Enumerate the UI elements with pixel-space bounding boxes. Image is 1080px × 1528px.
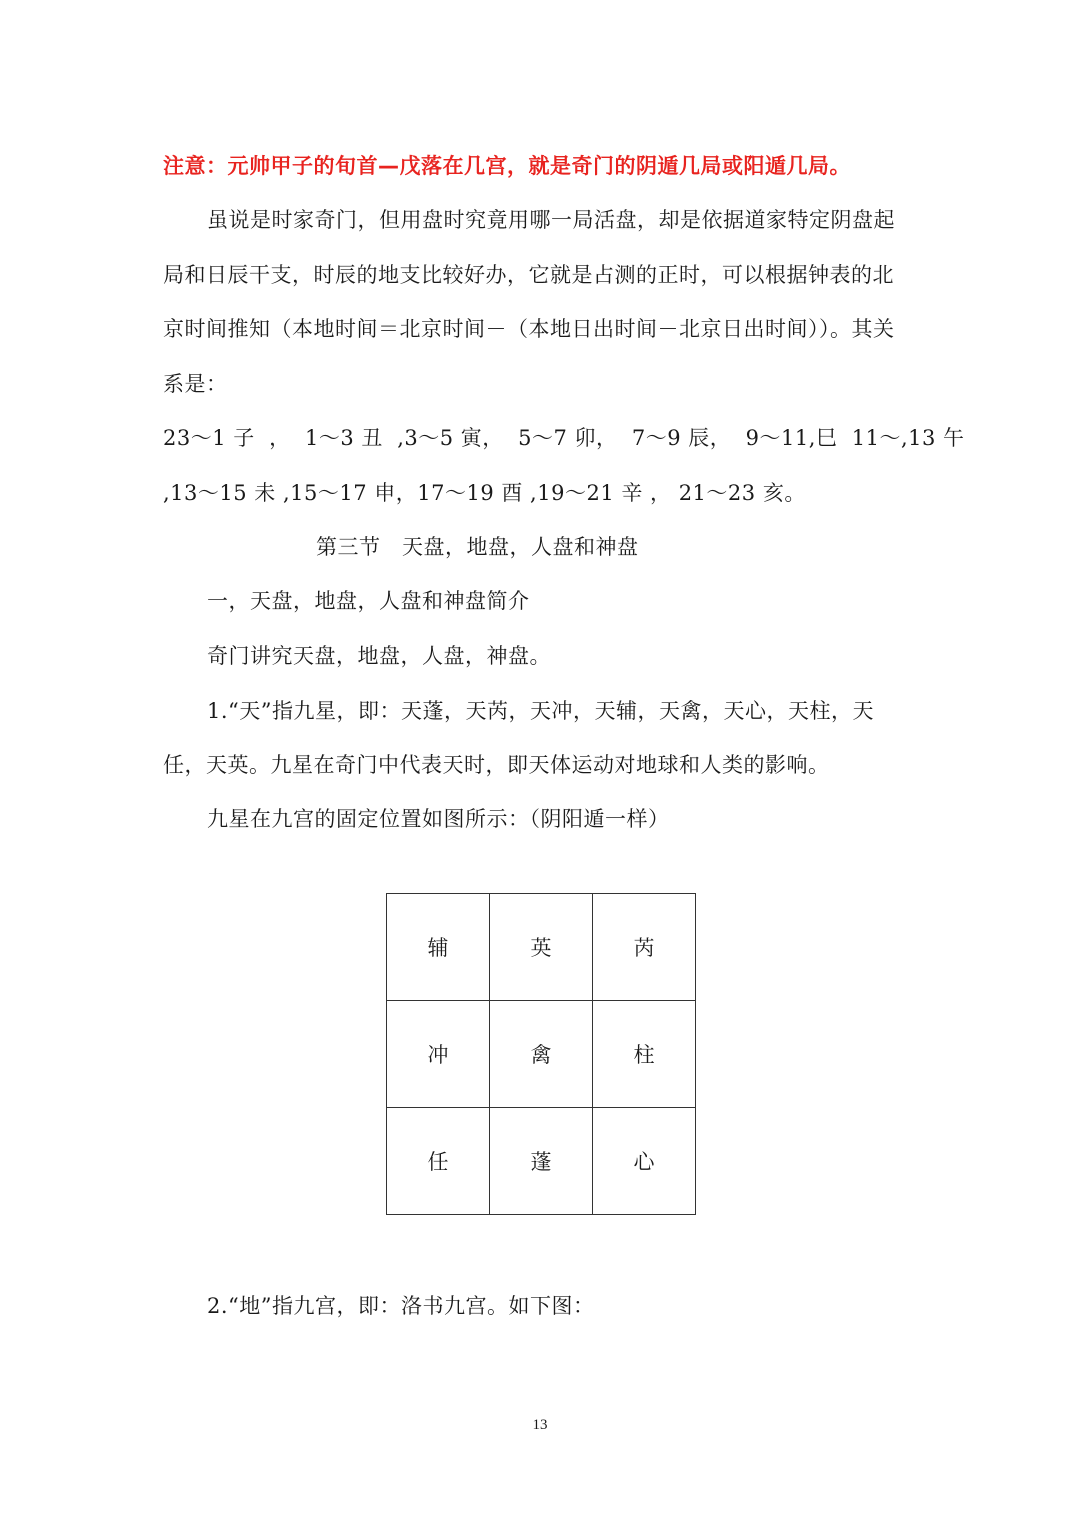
item-line: 任，天英。九星在奇门中代表天时，即天体运动对地球和人类的影响。 <box>163 753 830 777</box>
grid-cell: 辅 <box>387 894 490 1001</box>
grid-cell: 英 <box>490 894 593 1001</box>
grid-cell: 蓬 <box>490 1108 593 1215</box>
grid-row <box>387 894 696 1001</box>
grid-row <box>387 1001 696 1108</box>
grid-cell: 芮 <box>593 894 696 1001</box>
item-line: 1.“天”指九星，即：天蓬，天芮，天冲，天辅，天禽，天心，天柱，天 <box>207 699 875 723</box>
grid-row <box>387 1108 696 1215</box>
hours-line: ,13～15 未 ,15～17 申，17～19 酉 ,19～21 辛 ， 21～23 亥。 <box>163 481 806 505</box>
note-text: 注意：元帅甲子的旬首—戊落在几宫，就是奇门的阴遁几局或阳遁几局。 <box>163 154 851 178</box>
section-title: 第三节 天盘，地盘，人盘和神盘 <box>316 535 639 559</box>
paragraph-line: 局和日辰干支，时辰的地支比较好办，它就是占测的正时，可以根据钟表的北 <box>163 263 894 287</box>
intro-text: 奇门讲究天盘，地盘，人盘，神盘。 <box>207 644 551 668</box>
grid-cell: 柱 <box>593 1001 696 1108</box>
nine-star-grid <box>386 893 696 1215</box>
grid-cell: 禽 <box>490 1001 593 1108</box>
grid-cell: 任 <box>387 1108 490 1215</box>
paragraph-line: 系是： <box>163 372 228 396</box>
hours-line: 23～1 子 ， 1～3 丑 ,3～5 寅， 5～7 卯， 7～9 辰， 9～11,巳 11～,13 午 <box>163 426 965 450</box>
paragraph-line: 虽说是时家奇门，但用盘时究竟用哪一局活盘，却是依据道家特定阴盘起 <box>207 208 895 232</box>
grid-cell: 心 <box>593 1108 696 1215</box>
page-number: 13 <box>532 1417 548 1433</box>
grid-cell: 冲 <box>387 1001 490 1108</box>
figure-caption: 九星在九宫的固定位置如图所示：（阴阳遁一样） <box>207 807 670 831</box>
item-line: 2.“地”指九宫，即：洛书九宫。如下图： <box>207 1294 595 1318</box>
subsection-heading: 一，天盘，地盘，人盘和神盘简介 <box>207 589 530 613</box>
paragraph-line: 京时间推知（本地时间＝北京时间－（本地日出时间－北京日出时间））。其关 <box>163 317 895 341</box>
